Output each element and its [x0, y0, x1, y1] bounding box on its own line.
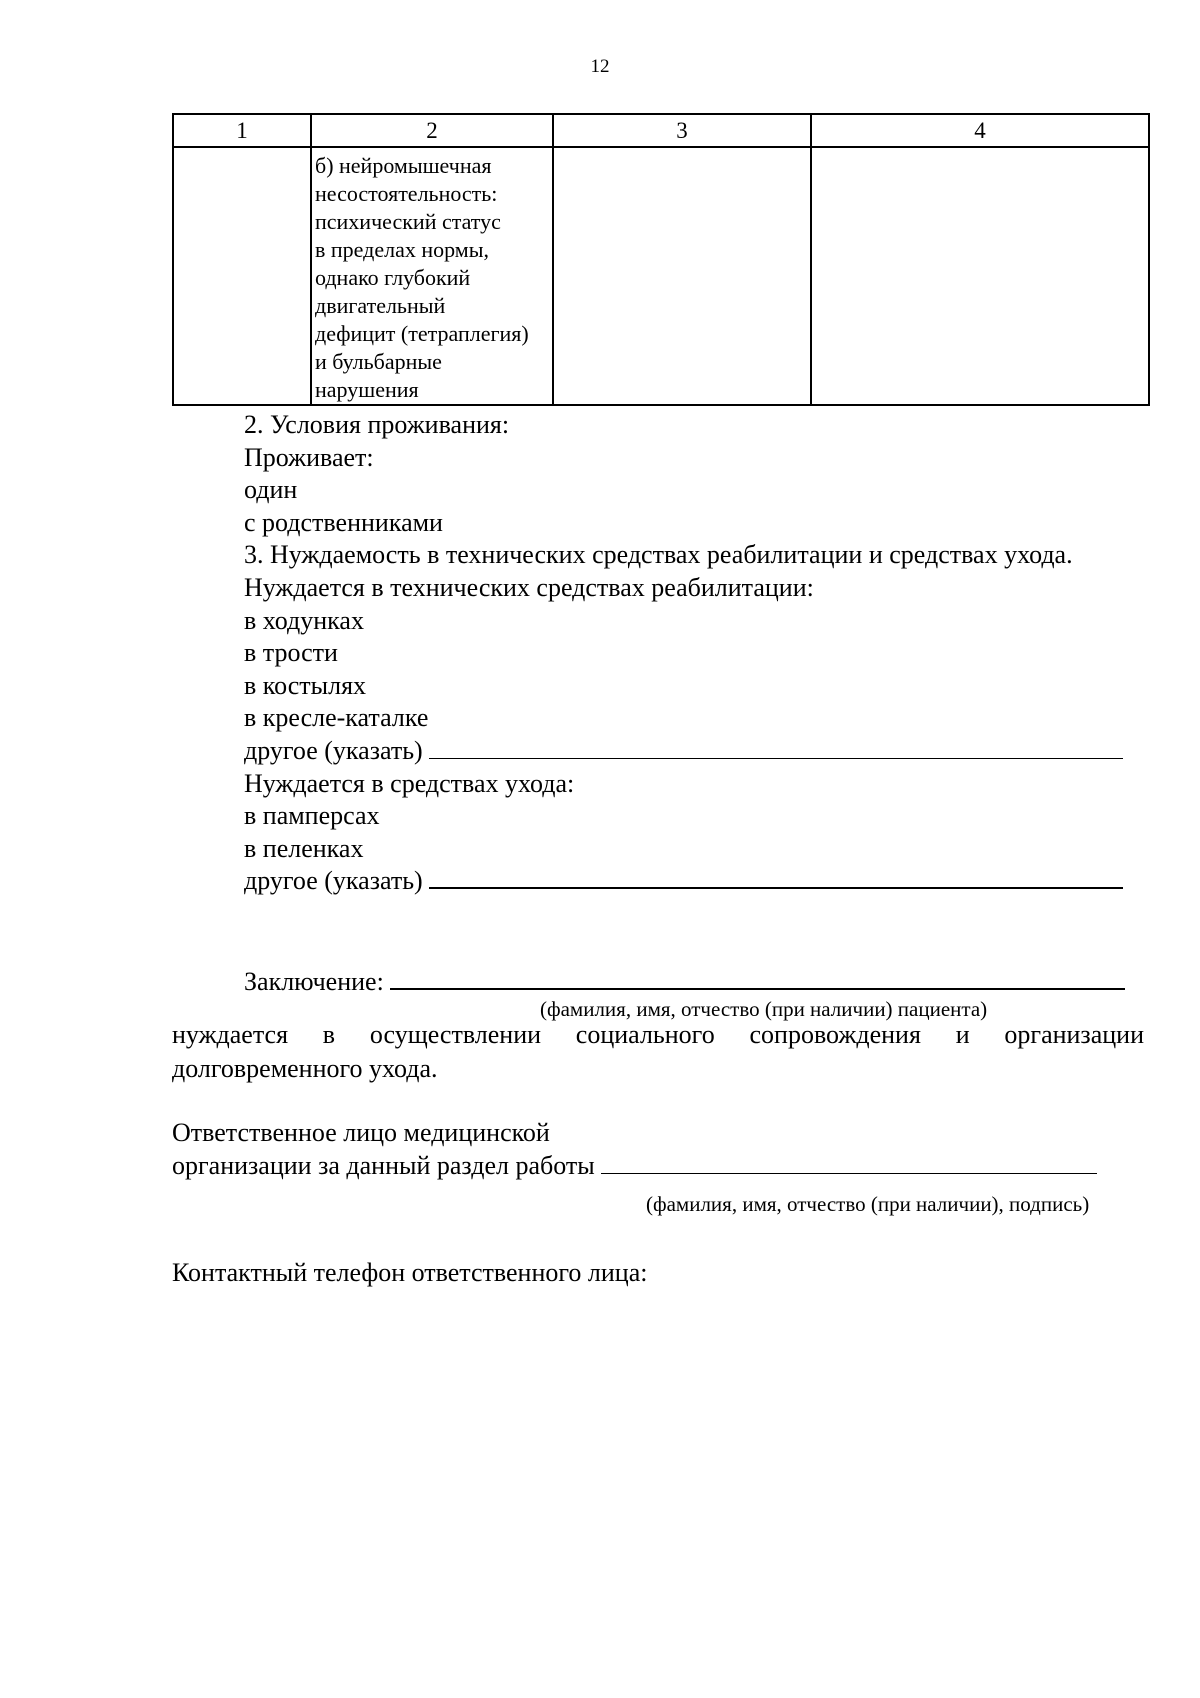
care-option: в памперсах: [244, 801, 380, 831]
living-heading: 2. Условия проживания:: [244, 410, 510, 439]
responsible-line: Ответственное лицо медицинской: [172, 1118, 550, 1147]
assessment-table: [172, 113, 1150, 406]
conclusion-row: [244, 966, 1125, 999]
page-number: 12: [590, 56, 610, 77]
table-header-cell: 2: [311, 114, 553, 147]
rehab-option: в кресле-каталке: [244, 703, 429, 733]
cell-text: [312, 148, 552, 404]
responsible-line: организации за данный раздел работы: [172, 1150, 595, 1180]
care-other-field[interactable]: [429, 867, 1123, 889]
conclusion-text-line: долговременного ухода.: [172, 1054, 438, 1083]
living-and-needs-section: [244, 409, 1123, 898]
living-option: с родственниками: [244, 507, 443, 537]
cell-line: б) нейромышечная: [315, 153, 492, 178]
responsible-signature-field[interactable]: [601, 1153, 1097, 1174]
conclusion-label: Заключение:: [244, 967, 384, 996]
care-option: в пеленках: [244, 833, 364, 863]
contact-phone-label: Контактный телефон ответственного лица:: [172, 1258, 648, 1287]
rehab-option: в ходунках: [244, 605, 364, 635]
table-row: [173, 147, 1149, 405]
responsible-section: [172, 1117, 1097, 1182]
rehab-other-label: другое (указать): [244, 735, 423, 765]
living-option: один: [244, 475, 298, 505]
table-cell-col3: [553, 147, 811, 405]
table-cell-col1: [173, 147, 311, 405]
table-header-cell: 1: [173, 114, 311, 147]
cell-line: двигательный: [315, 293, 446, 318]
cell-line: несостоятельность:: [315, 181, 498, 206]
care-label: Нуждается в средствах ухода:: [244, 768, 575, 798]
table-header-cell: 3: [553, 114, 811, 147]
table-cell-col4: [811, 147, 1149, 405]
rehab-option: в костылях: [244, 670, 367, 700]
table-cell-col2: [311, 147, 553, 405]
table-header-cell: 4: [811, 114, 1149, 147]
living-label: Проживает:: [244, 442, 374, 472]
cell-line: дефицит (тетраплегия): [315, 321, 529, 346]
care-other-row: [244, 865, 1123, 898]
rehab-other-row: [244, 735, 1123, 768]
care-other-label: другое (указать): [244, 866, 423, 896]
cell-line: и бульбарные: [315, 349, 442, 374]
conclusion-caption: (фамилия, имя, отчество (при наличии) пациента): [540, 997, 988, 1021]
conclusion-patient-field[interactable]: [390, 968, 1125, 990]
cell-line: нарушения: [315, 377, 419, 402]
rehab-other-field[interactable]: [429, 738, 1123, 759]
rehab-option: в трости: [244, 638, 338, 668]
cell-line: однако глубокий: [315, 265, 471, 290]
cell-line: психический статус: [315, 209, 501, 234]
conclusion-text-line: нуждается в осуществлении социального сопровождения и организации: [172, 1020, 1144, 1049]
responsible-caption: (фамилия, имя, отчество (при наличии), подпись): [646, 1192, 1090, 1216]
rehab-label: Нуждается в технических средствах реабилитации:: [244, 572, 814, 602]
cell-line: в пределах нормы,: [315, 237, 489, 262]
needs-heading: 3. Нуждаемость в технических средствах реабилитации и средствах ухода.: [244, 540, 1073, 570]
table-header-row: [173, 114, 1149, 147]
